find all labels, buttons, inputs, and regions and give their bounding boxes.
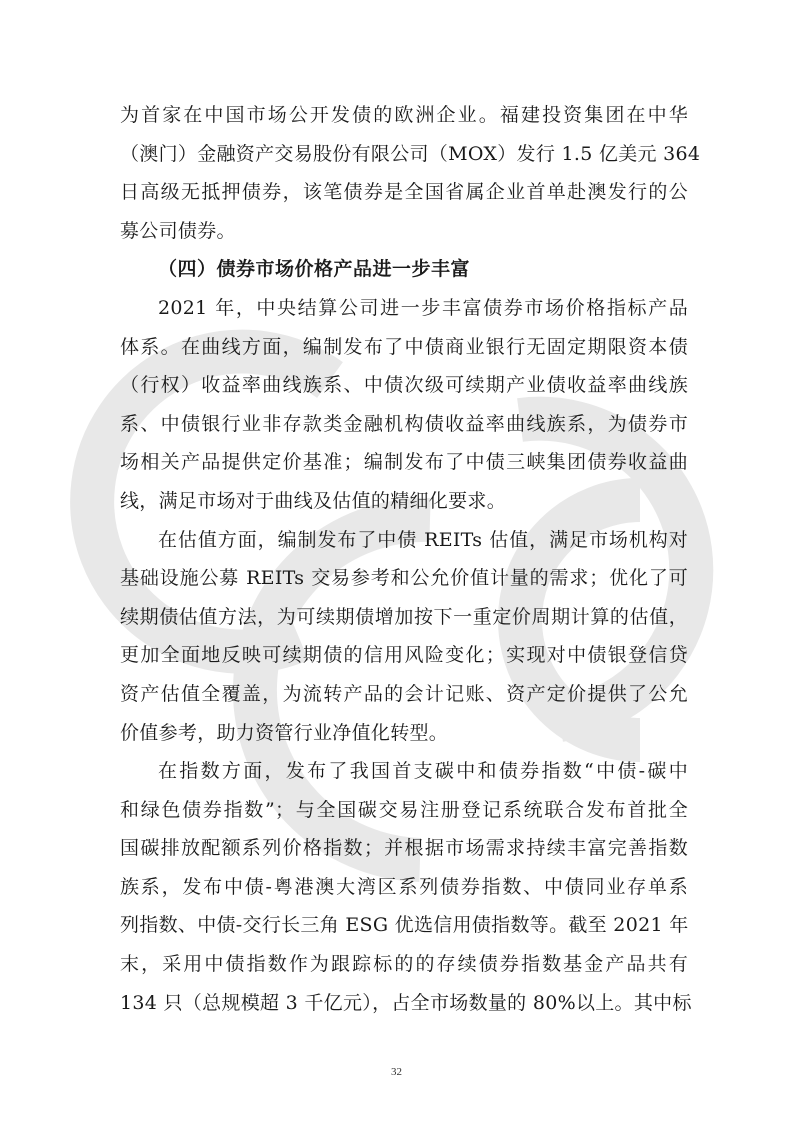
text-line: （澳门）金融资产交易股份有限公司（MOX）发行 1.5 亿美元 364 — [120, 142, 701, 165]
text-line: 系、中债银行业非存款类金融机构债收益率曲线族系，为债券市 — [120, 412, 688, 435]
document-body — [120, 96, 701, 1022]
text-line: 场相关产品提供定价基准；编制发布了中债三峡集团债券收益曲 — [120, 451, 688, 474]
text-line: 体系。在曲线方面，编制发布了中债商业银行无固定期限资本债 — [120, 335, 688, 358]
text-line: 续期债估值方法，为可续期债增加按下一重定价周期计算的估值， — [120, 605, 688, 628]
text-line: 资产估值全覆盖，为流转产品的会计记账、资产定价提供了公允 — [120, 682, 688, 705]
text-line: 价值参考，助力资管行业净值化转型。 — [120, 721, 449, 744]
text-line: 列指数、中债-交行长三角 ESG 优选信用债指数等。截至 2021 年 — [120, 914, 689, 937]
section-heading: （四）债券市场价格产品进一步丰富 — [158, 258, 471, 281]
text-line: 日高级无抵押债券，该笔债券是全国省属企业首单赴澳发行的公 — [120, 181, 688, 204]
text-line: 更加全面地反映可续期债的信用风险变化；实现对中债银登信贷 — [120, 644, 688, 667]
text-line: 在指数方面，发布了我国首支碳中和债券指数“中债-碳中 — [158, 760, 688, 783]
text-line: 线，满足市场对于曲线及估值的精细化要求。 — [120, 489, 507, 512]
text-line: 和绿色债券指数”；与全国碳交易注册登记系统联合发布首批全 — [120, 798, 688, 821]
text-line: 末，采用中债指数作为跟踪标的的存续债券指数基金产品共有 — [120, 953, 688, 976]
text-line: 族系，发布中债-粤港澳大湾区系列债券指数、中债同业存单系 — [120, 875, 688, 898]
text-line: 募公司债券。 — [120, 219, 236, 242]
text-line: 国碳排放配额系列价格指数；并根据市场需求持续丰富完善指数 — [120, 837, 688, 860]
page-number: 32 — [391, 1066, 402, 1078]
text-line: 基础设施公募 REITs 交易参考和公允价值计量的需求；优化了可 — [120, 567, 688, 590]
text-line: 为首家在中国市场公开发债的欧洲企业。福建投资集团在中华 — [120, 104, 688, 126]
text-line: 在估值方面，编制发布了中债 REITs 估值，满足市场机构对 — [158, 528, 688, 551]
text-line: 134 只（总规模超 3 千亿元），占全市场数量的 80%以上。其中标 — [120, 991, 692, 1014]
text-line: 2021 年，中央结算公司进一步丰富债券市场价格指标产品 — [158, 296, 688, 319]
text-line: （行权）收益率曲线族系、中债次级可续期产业债收益率曲线族 — [120, 374, 688, 397]
